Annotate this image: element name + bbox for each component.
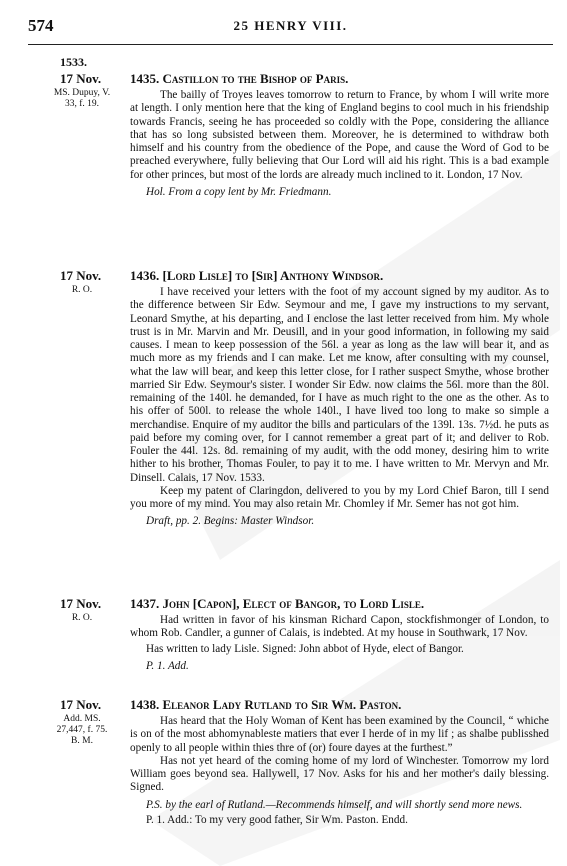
entry-date: 17 Nov. xyxy=(60,596,102,611)
header-rule xyxy=(28,44,553,45)
entry-paragraph: Has heard that the Holy Woman of Kent has been examined by the Council, “ whiche is on of the most abhomynableste matiers that ever I herde of in my lif ; as shalbe publisshed openly to all people within thies thre of (or) foure dayes at the furthest.” xyxy=(130,715,549,754)
entry-number: 1436. xyxy=(130,268,160,283)
entry-source: R. O. xyxy=(71,285,93,295)
calendar-entry-1436 xyxy=(28,268,549,588)
calendar-entry-1435 xyxy=(28,71,549,251)
entry-note: P. 1. Add. xyxy=(146,659,189,672)
entry-title xyxy=(130,596,424,612)
entry-heading: Castillon to the Bishop of Paris. xyxy=(162,71,349,86)
calendar-entry-1438 xyxy=(28,697,549,857)
entry-postscript: P.S. by the earl of Rutland.—Recommends himself, and will shortly send more news. xyxy=(146,798,523,811)
entry-heading: John [Capon], Elect of Bangor, to Lord Lisle. xyxy=(162,596,425,611)
running-header xyxy=(28,16,553,38)
calendar-entry-1437 xyxy=(28,596,549,676)
entry-title xyxy=(130,268,383,284)
entry-note: Draft, pp. 2. Begins: Master Windsor. xyxy=(146,515,315,528)
year-heading: 1533. xyxy=(60,55,87,69)
entry-note: P. 1. Add.: To my very good father, Sir Wm. Paston. Endd. xyxy=(146,813,408,826)
entry-body xyxy=(130,89,549,199)
entry-title xyxy=(130,697,401,713)
entry-body xyxy=(130,614,549,673)
entry-body xyxy=(130,715,549,827)
entry-paragraph: Has not yet heard of the coming home of my lord of Winchester. Tomorrow my lord William goes beyond sea. Hallywell, 17 Nov. Asks for his and her mother's daily blessing. Signed. xyxy=(130,754,549,794)
entry-date: 17 Nov. xyxy=(60,71,102,86)
entry-paragraph: Keep my patent of Claringdon, delivered to you by my Lord Chief Baron, till I send you more of my mind. You may also retain Mr. Chomley if Mr. Semer has not got him. xyxy=(130,484,549,510)
entry-number: 1438. xyxy=(130,697,160,712)
running-title: 25 HENRY VIII. xyxy=(233,18,348,33)
entry-date: 17 Nov. xyxy=(60,268,102,283)
entry-paragraph: Has written to lady Lisle. Signed: John abbot of Hyde, elect of Bangor. xyxy=(146,642,464,655)
entry-body xyxy=(130,286,549,529)
entry-note: Hol. From a copy lent by Mr. Friedmann. xyxy=(146,185,332,198)
entry-heading: [Lord Lisle] to [Sir] Anthony Windsor. xyxy=(162,268,384,283)
entry-title xyxy=(130,71,348,87)
entry-paragraph: Had written in favor of his kinsman Richard Capon, stockfishmonger of London, to whom Rob. Candler, a gunner of Calais, is indebted. At my house in Southwark, 17 Nov. xyxy=(130,614,549,640)
entry-heading: Eleanor Lady Rutland to Sir Wm. Paston. xyxy=(162,697,402,712)
entry-date: 17 Nov. xyxy=(60,697,102,712)
entry-source: Add. MS. 27,447, f. 75. B. M. xyxy=(56,714,108,746)
entry-source: R. O. xyxy=(71,613,93,623)
page-number: 574 xyxy=(28,16,54,35)
entry-number: 1435. xyxy=(130,71,160,86)
entry-number: 1437. xyxy=(130,596,160,611)
entry-paragraph: I have received your letters with the foot of my account signed by my auditor. As to the difference between Sir Edw. Seymour and me, I gave my instructions to my servant, Leonard Smythe, at his departing, and I enclose the last letter received from him. My whole trust is in Mr. Marvin and Mr. Deusill, and in your good information, in following my said causes. I mean to keep possession of the 56l. a year as long as the law will bear it, and as much more as my friends and I can make. Let me know, after consulting with my counsel, what the law will bear, and keep this letter close, for I rather suspect Smythe, whose brother married Sir Edw. Seymour's sister. I wonder Sir Edw. now claims the 56l. more than the 80l. remaining of the 140l. he demanded, for I have as much right to the one as the other. As to his offer of 500l. to release the whole 140l., I have lived too long to make so simple a merchandise. Enquire of my auditor the bills and particulars of the 139l. 13s. 7½d. he puts as paid before my coming over, for I cannot remember a great part of it; and deliver to Rob. Fouler the 44l. 12s. 8d. remaining of my audit, with the odd money, desiring him to write hither to his brother, Thomas Fouler, to pay it to me. I have written to Mr. Mervyn and Mr. Dinsell. Calais, 17 Nov. 1533. xyxy=(130,286,549,484)
entry-paragraph: The bailly of Troyes leaves tomorrow to return to France, by whom I will write more at length. I only mention here that the king of England begins to cool much in his friendship towards Francis, seeing he has proceeded so coldly with the Pope, considering the alliance that has so long subsisted between them. Moreover, he is determined to withdraw both himself and his country from the obedience of the Pope, and cause the Word of God to be preached everywhere, fully believing that Our Lord will aid his right. This is a bad example for other princes, but most of the lords are already much inclined to it. London, 17 Nov. xyxy=(130,89,549,181)
entry-source: MS. Dupuy, V. 33, f. 19. xyxy=(53,88,111,109)
